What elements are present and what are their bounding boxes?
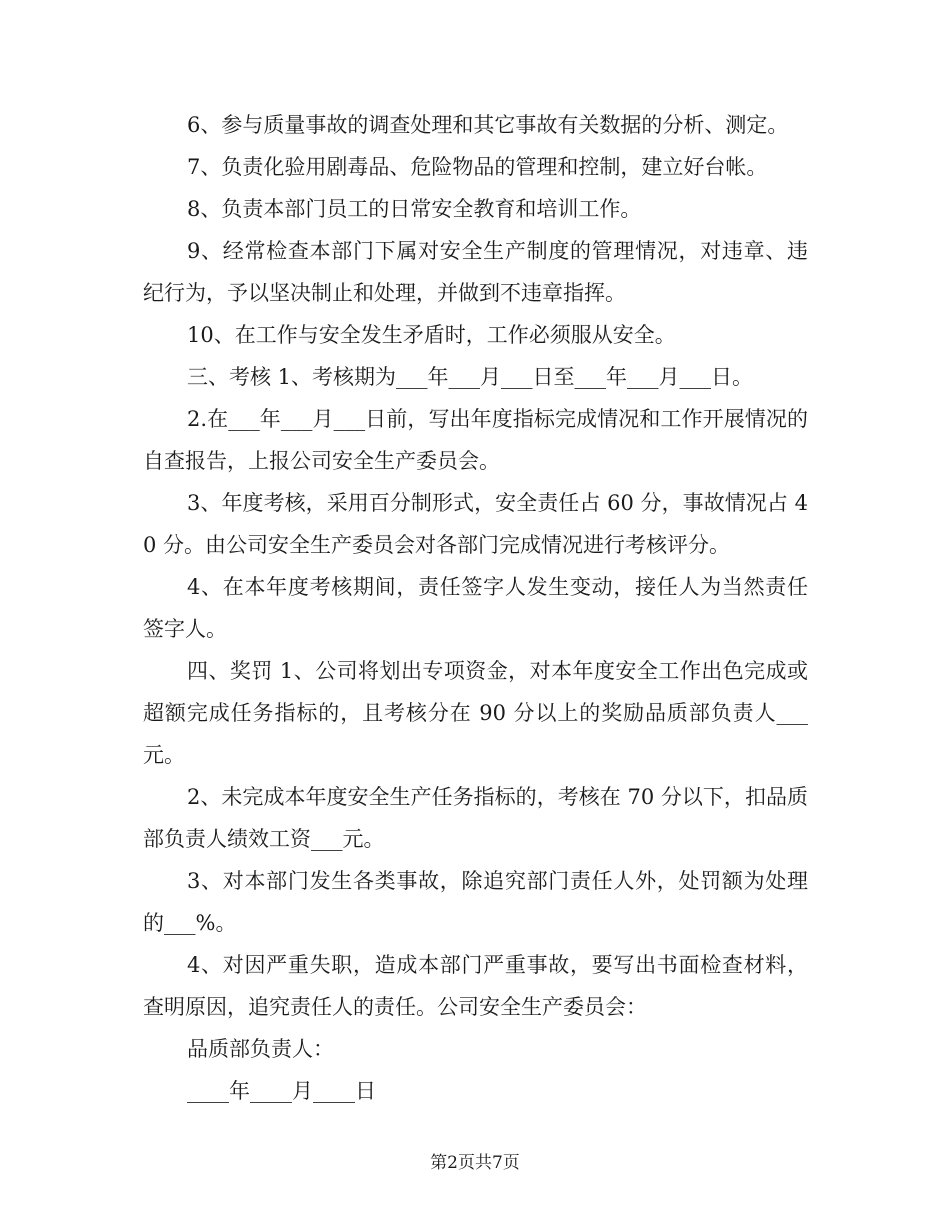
section-assessment-heading: 三、考核 1、考核期为___年___月___日至___年___月___日。 [187,365,754,389]
assessment-item-3: 3、年度考核，采用百分制形式，安全责任占 60 分，事故情况占 40 分。由公司安全生产委员会对各部门完成情况进行考核评分。 [143,491,808,557]
assessment-item-4: 4、在本年度考核期间，责任签字人发生变动，接任人为当然责任签字人。 [143,575,808,641]
paragraph-10: 10、在工作与安全发生矛盾时，工作必须服从安全。 [187,323,676,347]
rewards-item-2: 2、未完成本年度安全生产任务指标的，考核在 70 分以下，扣品质部负责人绩效工资___元。 [143,785,808,851]
paragraph-7: 7、负责化验用剧毒品、危险物品的管理和控制，建立好台帐。 [187,155,768,179]
paragraph-9: 9、经常检查本部门下属对安全生产制度的管理情况，对违章、违纪行为，予以坚决制止和处理，并做到不违章指挥。 [143,239,808,305]
document-body [143,104,808,1112]
assessment-item-2: 2.在___年___月___日前，写出年度指标完成情况和工作开展情况的自查报告，上报公司安全生产委员会。 [143,407,808,473]
page-number: 第2页共7页 [430,1153,520,1173]
signature-label: 品质部负责人： [187,1037,334,1061]
signature-date: ____年____月____日 [187,1079,376,1103]
paragraph-6: 6、参与质量事故的调查处理和其它事故有关数据的分析、测定。 [187,113,789,137]
paragraph-8: 8、负责本部门员工的日常安全教育和培训工作。 [187,197,642,221]
rewards-item-4: 4、对因严重失职，造成本部门严重事故，要写出书面检查材料，查明原因，追究责任人的责任。公司安全生产委员会： [143,953,808,1019]
section-rewards-heading: 四、奖罚 1、公司将划出专项资金，对本年度安全工作出色完成或超额完成任务指标的，且考核分在 90 分以上的奖励品质部负责人___元。 [143,659,808,767]
rewards-item-3: 3、对本部门发生各类事故，除追究部门责任人外，处罚额为处理的___%。 [143,869,808,935]
